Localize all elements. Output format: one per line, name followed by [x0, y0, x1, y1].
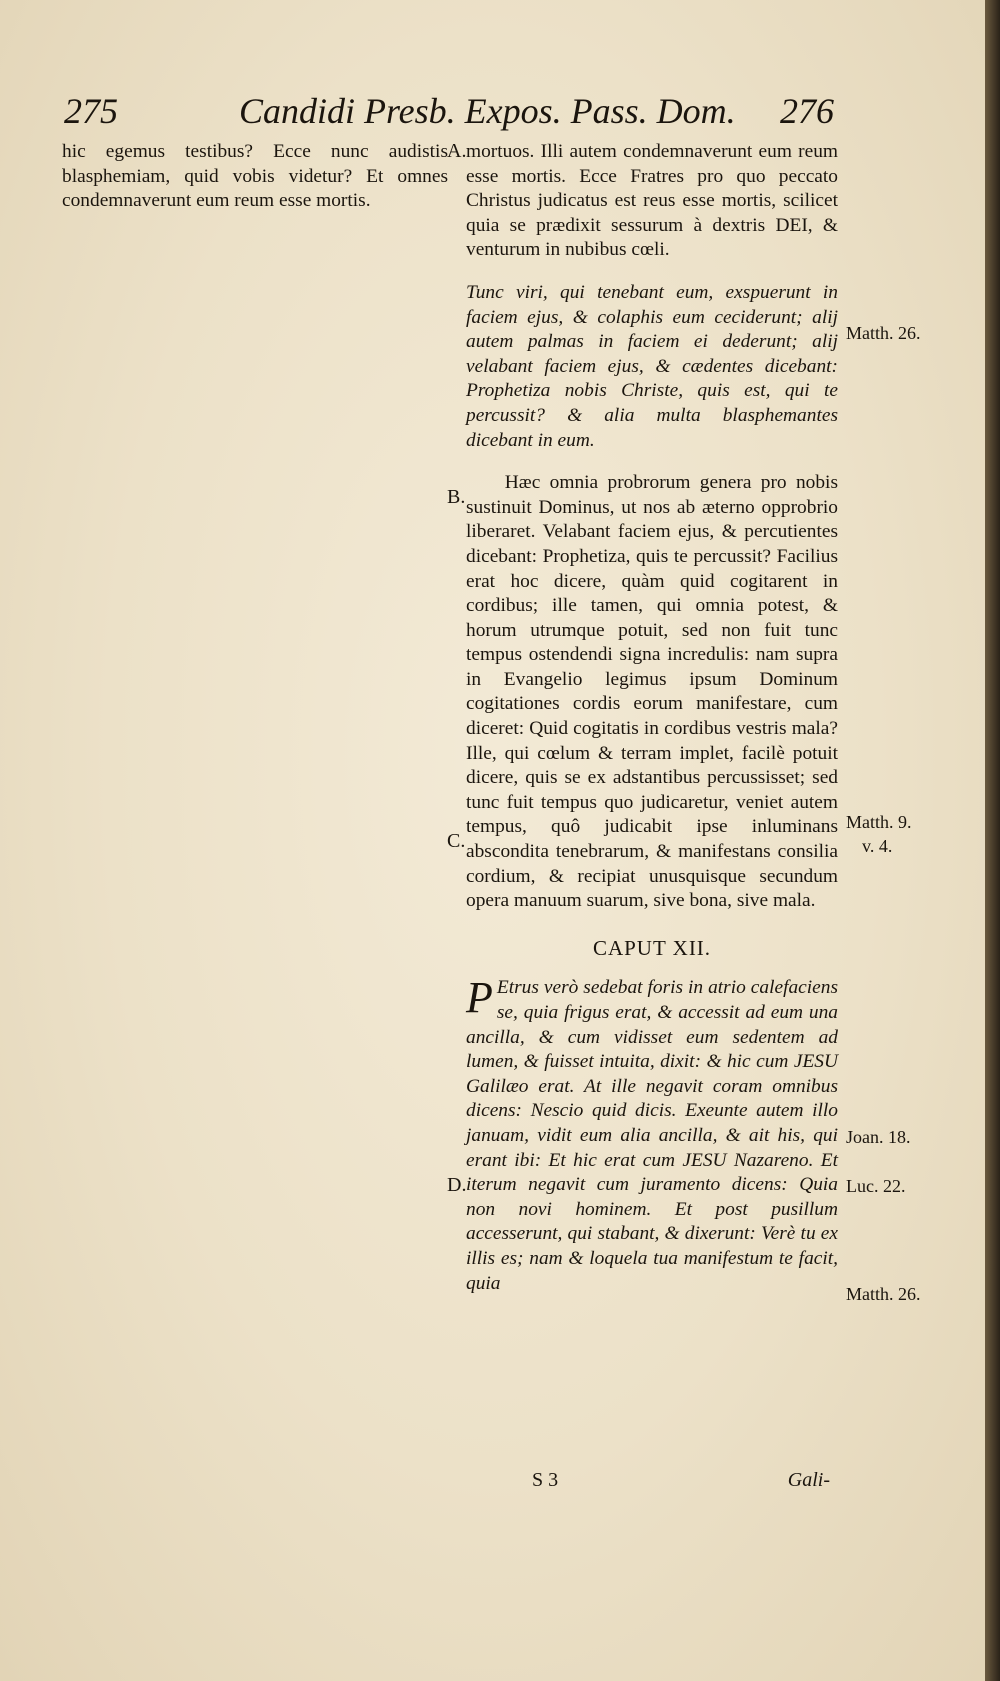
drop-cap: P: [466, 973, 493, 1023]
left-column: [62, 140, 448, 214]
margin-ref-matthew-26: Matth. 26.: [846, 323, 921, 343]
running-header: [64, 90, 834, 140]
page-number-left: 275: [64, 91, 118, 131]
paragraph-4-text: Etrus verò sedebat foris in atrio calefaciens se, quia frigus erat, & accessit ad eum una ancilla, & cum vidisset eum sedentem ad lumen, & fuisset intuita, dixit: & hic cum JESU Galilæo erat. At ille negavit coram omnibus dicens: Nescio quid dicis. Exeunte autem illo januam, vidit eum alia ancilla, & ait his, qui erant ibi: Et hic erat cum JESU Nazareno. Et iterum negavit cum juramento dicens: Quia non novi hominem. Et post pusillum accesserunt, qui stabant, & dixerunt: Verè tu ex illis es; nam & loquela tua manifestum te facit, quia: [466, 977, 838, 1294]
signature-mark: S 3: [532, 1469, 559, 1491]
section-letter-c: C.: [447, 830, 466, 852]
paragraph-1: mortuos. Illi autem condemnaverunt eum reum esse mortis. Ecce Fratres pro quo peccato Christus judicatus est reus esse mortis, scilicet quia se prædixit sessurum à dextris DEI, & venturum in nubibus cœli.: [466, 141, 838, 261]
paragraph-2: Tunc viri, qui tenebant eum, exspuerunt in faciem ejus, & colaphis eum ceciderunt; alij autem palmas in faciem ei dederunt; alij velabant faciem ejus, & cædentes dicebant: Prophetiza nobis Christe, quis est, qui te percussit? & alia multa blasphemantes dicebant in eum.: [466, 281, 838, 451]
page-edge-shadow: [985, 0, 1000, 1681]
left-column-text: hic egemus testibus? Ecce nunc audistis blasphemiam, quid vobis videtur? Et omnes condemnaverunt eum reum esse mortis.: [62, 141, 448, 212]
margin-ref-matthew-26b: Matth. 26.: [846, 1284, 921, 1304]
chapter-heading: CAPUT XII.: [592, 935, 712, 960]
section-letter-d: D.: [447, 1174, 467, 1196]
margin-ref-john-18: Joan. 18.: [846, 1127, 911, 1147]
section-letter-a: A.: [447, 140, 467, 162]
section-letter-b: B.: [447, 486, 466, 508]
paragraph-4: [466, 973, 838, 1296]
page-number-right: 276: [780, 91, 834, 131]
margin-ref-luke-22: Luc. 22.: [846, 1176, 906, 1196]
catchword: Gali-: [787, 1469, 830, 1491]
running-title: Candidi Presb. Expos. Pass. Dom.: [239, 91, 736, 131]
paragraph-3: Hæc omnia probrorum genera pro nobis sustinuit Dominus, ut nos ab æterno opprobrio liberaret. Velabant faciem ejus, & percutientes dicebant: Prophetiza, quis te percussit? Facilius erat hoc dicere, quàm quid cogitarent in cordibus; ille tamen, qui omnia potest, & horum utrumque potuit, sed non fuit tunc tempus ostendendi signa incredulis: nam supra in Evangelio legimus ipsum Dominum cogitationes cordis eorum manifestare, cum diceret: Quid cogitatis in cordibus vestris mala? Ille, qui cœlum & terram implet, facilè potuit dicere, quis se ex adstantibus percussisset; sed tunc fuit tempus quo judicaretur, veniet autem tempus, quô judicabit ipse inluminans abscondita tenebrarum, & manifestans consilia cordium, & recipiat unusquisque secundum opera manuum suarum, sive bona, sive mala.: [466, 472, 838, 912]
margin-ref-matthew-9: Matth. 9.: [846, 812, 912, 832]
margin-ref-verse-4: v. 4.: [862, 836, 893, 856]
right-column: [466, 140, 838, 1296]
